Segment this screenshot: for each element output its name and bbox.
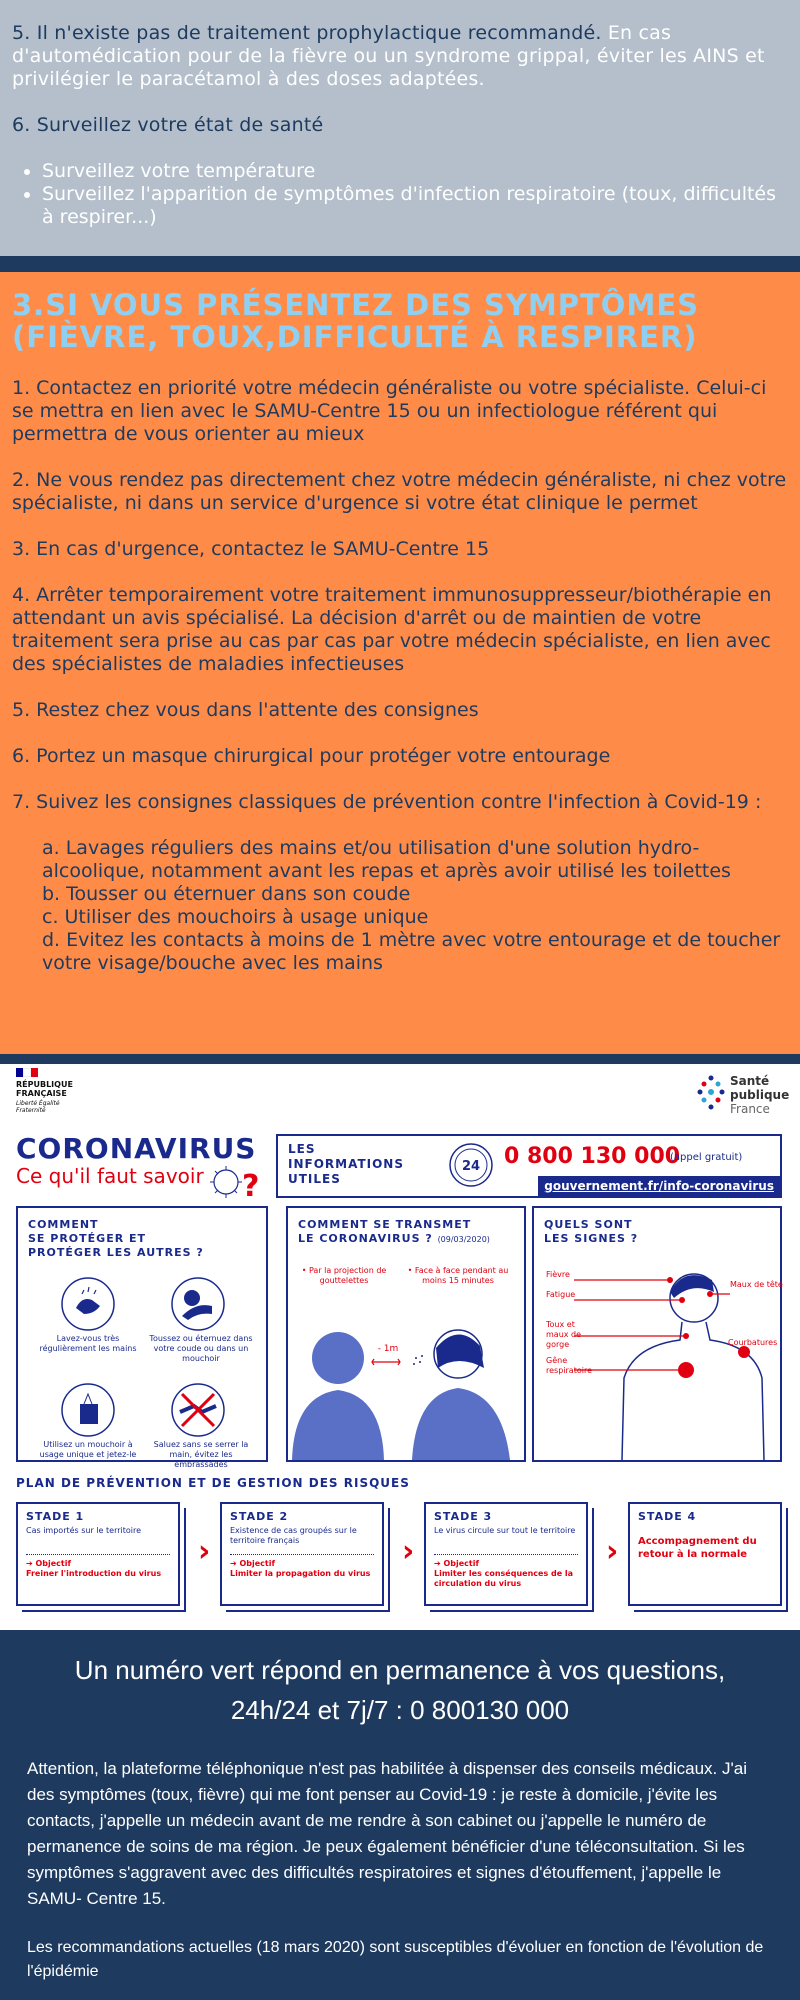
stage-desc: Existence de cas groupés sur le territoire français (230, 1526, 357, 1545)
info-url-link[interactable]: gouvernement.fr/info-coronavirus (538, 1176, 780, 1196)
stage-objective: Limiter la propagation du virus (230, 1569, 371, 1578)
hotline-number[interactable]: 0 800 130 000 (504, 1144, 681, 1169)
useful-info-box (276, 1134, 782, 1198)
sp-line-2: publique (730, 1088, 790, 1102)
advice-item-5 (12, 22, 788, 91)
stage-objective-label: ➔ Objectif (434, 1559, 479, 1568)
chevron-right-icon: › (606, 1534, 619, 1569)
panel-title-line: COMMENT (28, 1218, 99, 1231)
stage-card-4 (628, 1502, 782, 1606)
stage-title: STADE 3 (434, 1510, 493, 1523)
symptoms-signs-panel (532, 1206, 782, 1462)
hotline-footer (0, 1630, 800, 2000)
symptoms-section (0, 272, 800, 1054)
transmission-face-to-face: • Face à face pendant au moins 15 minutes (407, 1266, 509, 1285)
stage-title: STADE 2 (230, 1510, 289, 1523)
info-label-line: INFORMATIONS (288, 1157, 404, 1171)
handwash-icon (58, 1276, 118, 1332)
rf-line-1: RÉPUBLIQUE (16, 1080, 73, 1089)
info-label (288, 1142, 404, 1187)
protection-panel-title (28, 1218, 204, 1260)
advice-item-6: 6. Surveillez votre état de santé (12, 114, 324, 136)
sign-headache: Maux de tête (730, 1280, 783, 1289)
rf-line-2: FRANÇAISE (16, 1089, 67, 1098)
sign-fatigue: Fatigue (546, 1290, 576, 1299)
sign-fever: Fièvre (546, 1270, 570, 1279)
coronavirus-infographic (0, 1064, 800, 1630)
prevention-sub-c: c. Utiliser des mouchoirs à usage unique (42, 906, 429, 928)
hotline-heading-line-2: 24h/24 et 7j/7 : 0 800130 000 (230, 1695, 570, 1725)
gesture-4-caption: Saluez sans se serrer la main, évitez les embrassades (153, 1440, 249, 1469)
clock-24h-icon (448, 1142, 494, 1188)
sante-publique-text (730, 1074, 789, 1116)
transmission-panel-title (298, 1218, 490, 1247)
gesture-2-caption: Toussez ou éternuez dans votre coude ou dans un mouchoir (149, 1334, 253, 1363)
prevention-sub-a: a. Lavages réguliers des mains et/ou utilisation d'une solution hydro-alcoolique, notamment avant les repas et après avoir utilisé les toilettes (42, 837, 731, 882)
panel-title-line: LE CORONAVIRUS ? (298, 1232, 433, 1245)
symptom-step-6: 6. Portez un masque chirurgical pour protéger votre entourage (12, 745, 611, 767)
clock-24-text: 24 (461, 1159, 481, 1174)
coronavirus-title: CORONAVIRUS (16, 1132, 257, 1165)
coronavirus-subtitle: Ce qu'il faut savoir (16, 1164, 204, 1188)
signs-panel-title (544, 1218, 638, 1246)
panel-title-line: SE PROTÉGER ET (28, 1232, 147, 1245)
sign-breathing: Gêne respiratoire (546, 1356, 592, 1375)
tissue-icon (58, 1382, 118, 1438)
symptom-step-1: 1. Contactez en priorité votre médecin généraliste ou votre spécialiste. Celui-ci se mettra en lien avec le SAMU-Centre 15 ou un infectiologue référent qui permettra de vous orienter au mieux (12, 377, 767, 445)
sp-line-1: Santé (730, 1074, 770, 1088)
protection-panel (16, 1206, 268, 1469)
recommendations-note: Les recommandations actuelles (18 mars 2020) sont susceptibles d'évoluer en fonction de l'évolution de l'épidémie (27, 1939, 764, 1980)
info-label-line: LES (288, 1142, 316, 1156)
no-handshake-icon (168, 1382, 228, 1438)
sp-line-3: France (730, 1102, 770, 1116)
stage-objective: Limiter les conséquences de la circulation du virus (434, 1569, 574, 1588)
panel-date: (09/03/2020) (437, 1235, 490, 1244)
hotline-warning-text: Attention, la plateforme téléphonique n'est pas habilitée à dispenser des conseils médicaux. J'ai des symptômes (toux, fièvre) qui me font penser au Covid-19 : je reste à domicile, j'évite les contacts, j'appelle un médecin avant de me rendre à son cabinet ou j'appelle le numéro de permanence de soins de ma région. Je peux également bénéficier d'une téléconsultation. Si les symptômes s'aggravent avec des difficultés respiratoires et signes d'étouffement, j'appelle le SAMU- Centre 15. (27, 1759, 747, 1908)
symptom-step-7: 7. Suivez les consignes classiques de prévention contre l'infection à Covid-19 : (12, 791, 762, 813)
panel-title-line: COMMENT SE TRANSMET (298, 1218, 472, 1231)
list-item: • Surveillez l'apparition de symptômes d'infection respiratoire (toux, difficultés à respirer...) (42, 183, 788, 229)
transmission-panel (286, 1206, 526, 1462)
virus-question-icon (210, 1160, 260, 1204)
divider-band (0, 1054, 800, 1064)
prevention-sub-b: b. Tousser ou éternuer dans son coude (42, 883, 411, 905)
stage-objective: Accompagnement du retour à la normale (638, 1536, 757, 1560)
sign-aches: Courbatures (728, 1338, 778, 1347)
stage-card-2 (220, 1502, 384, 1606)
cough-elbow-icon (168, 1276, 228, 1332)
info-label-line: UTILES (288, 1172, 341, 1186)
plan-title: PLAN DE PRÉVENTION ET DE GESTION DES RISQUES (16, 1476, 410, 1490)
symptoms-heading (12, 289, 788, 353)
gesture-1-caption: Lavez-vous très régulièrement les mains (39, 1334, 137, 1353)
free-call-note: (appel gratuit) (670, 1152, 743, 1163)
stage-objective: Freiner l'introduction du virus (26, 1569, 162, 1578)
sign-cough: Toux et maux de gorge (546, 1320, 582, 1349)
sante-publique-logo (696, 1068, 796, 1118)
panel-title-line: QUELS SONT (544, 1218, 633, 1231)
stage-card-1 (16, 1502, 180, 1606)
two-people-icon (288, 1318, 524, 1460)
advice-item-5-lead: 5. Il n'existe pas de traitement prophylactique recommandé. (12, 22, 602, 44)
panel-title-line: PROTÉGER LES AUTRES ? (28, 1246, 204, 1259)
monitoring-list (12, 160, 788, 229)
grey-advice-section (0, 0, 800, 256)
stage-objective-label: ➔ Objectif (230, 1559, 275, 1568)
chevron-right-icon: › (402, 1534, 415, 1569)
sante-publique-dots-icon (696, 1074, 726, 1114)
symptoms-heading-text: 3.SI VOUS PRÉSENTEZ DES SYMPTÔMES (FIÈVRE, TOUX,DIFFICULTÉ À RESPIRER) (12, 288, 700, 354)
symptom-step-5: 5. Restez chez vous dans l'attente des consignes (12, 699, 479, 721)
symptom-step-4: 4. Arrêter temporairement votre traitement immunosuppresseur/biothérapie en attendant un avis spécialisé. La décision d'arrêt ou de maintien de votre traitement sera prise au cas par cas par votre médecin spécialiste, en lien avec des spécialistes de maladies infectieuses (12, 584, 772, 675)
advice-item-5-rest: En cas d'automédication pour de la fièvre ou un syndrome grippal, éviter les AINS et privilégier le paracétamol à des doses adaptées. (12, 22, 765, 90)
stage-title: STADE 4 (638, 1510, 697, 1523)
stage-desc: Cas importés sur le territoire (26, 1526, 142, 1535)
divider-band (0, 256, 800, 272)
hotline-heading (0, 1650, 800, 1730)
hotline-heading-line-1: Un numéro vert répond en permanence à vos questions, (74, 1655, 726, 1685)
panel-title-line: LES SIGNES ? (544, 1232, 639, 1245)
symptom-step-2: 2. Ne vous rendez pas directement chez votre médecin généraliste, ni chez votre spécialiste, ni dans un service d'urgence si votre état clinique le permet (12, 469, 787, 514)
stage-objective-label: ➔ Objectif (26, 1559, 71, 1568)
symptom-step-3: 3. En cas d'urgence, contactez le SAMU-Centre 15 (12, 538, 490, 560)
stage-card-3 (424, 1502, 588, 1606)
svg-text:?: ? (242, 1169, 260, 1204)
list-item: • Surveillez votre température (42, 160, 788, 183)
transmission-droplets: • Par la projection de gouttelettes (301, 1266, 387, 1285)
gesture-3-caption: Utilisez un mouchoir à usage unique et jetez-le (39, 1440, 137, 1459)
prevention-sub-d: d. Evitez les contacts à moins de 1 mètre avec votre entourage et de toucher votre visage/bouche avec les mains (42, 929, 781, 974)
distance-label: - 1m (377, 1344, 399, 1354)
stage-desc: Le virus circule sur tout le territoire (434, 1526, 576, 1535)
republique-francaise-logo (16, 1068, 86, 1114)
french-flag-icon (16, 1068, 38, 1077)
rf-motto: Liberté Égalité Fraternité (16, 1100, 60, 1114)
stage-title: STADE 1 (26, 1510, 85, 1523)
chevron-right-icon: › (198, 1534, 211, 1569)
